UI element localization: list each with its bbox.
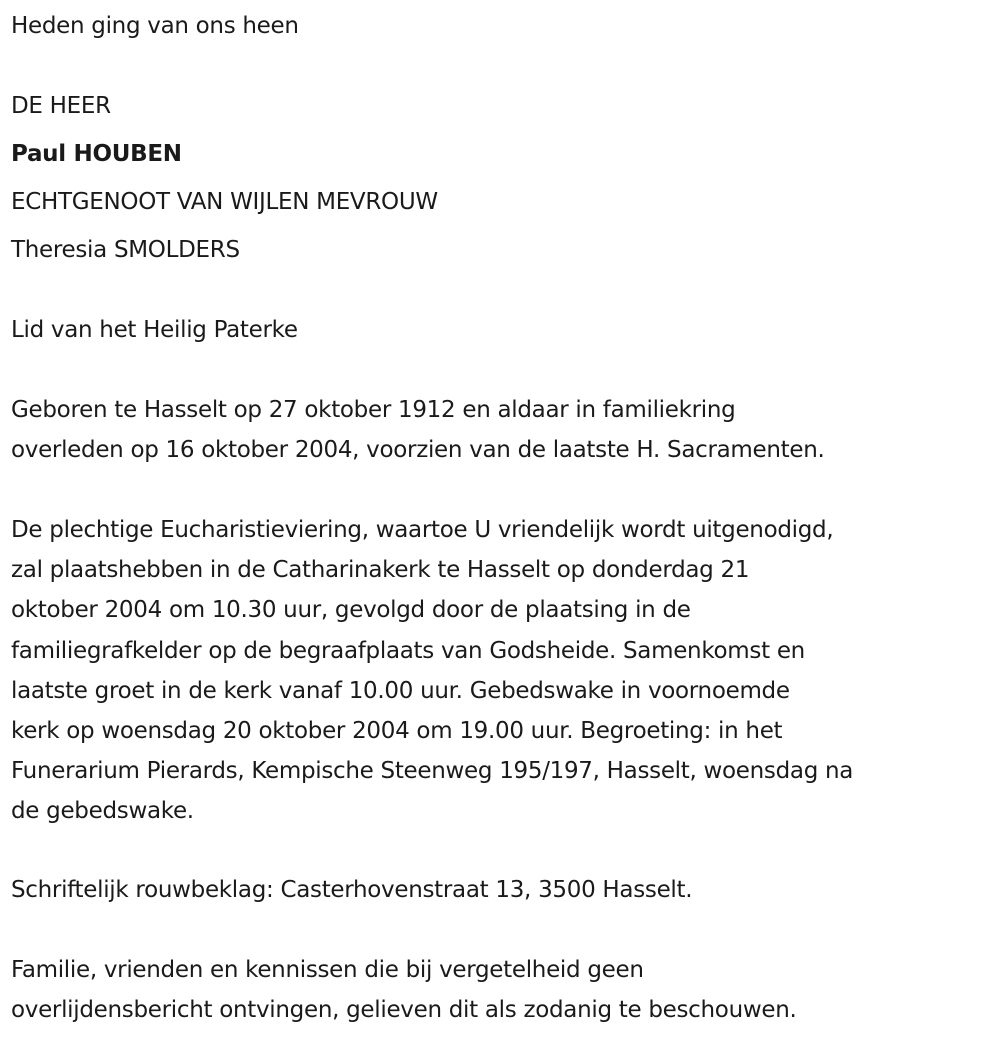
intro-text: Heden ging van ons heen	[11, 13, 299, 39]
spouse-label: ECHTGENOOT VAN WIJLEN MEVROUW	[11, 189, 438, 215]
paragraph-line: De plechtige Eucharistieviering, waartoe U vriendelijk wordt uitgenodigd,	[11, 517, 834, 543]
paragraph-line: Schriftelijk rouwbeklag: Casterhovenstraat 13, 3500 Hasselt.	[11, 877, 693, 903]
paragraph-line: oktober 2004 om 10.30 uur, gevolgd door de plaatsing in de	[11, 597, 691, 624]
honorific-title: DE HEER	[11, 93, 111, 119]
paragraph-line: Funerarium Pierards, Kempische Steenweg 195/197, Hasselt, woensdag na	[11, 758, 854, 785]
paragraph-line: Geboren te Hasselt op 27 oktober 1912 en aldaar in familiekring	[11, 397, 736, 423]
condolence-address	[11, 870, 692, 910]
paragraph-line: overlijdensbericht ontvingen, gelieven dit als zodanig te beschouwen.	[11, 997, 797, 1024]
membership-text: Lid van het Heilig Paterke	[11, 317, 298, 343]
paragraph-line: Familie, vrienden en kennissen die bij vergetelheid geen	[11, 957, 644, 983]
paragraph-line: kerk op woensdag 20 oktober 2004 om 19.00 uur. Begroeting: in het	[11, 718, 783, 745]
birth-death-paragraph	[11, 390, 825, 470]
deceased-name: Paul HOUBEN	[11, 141, 182, 167]
paragraph-line: familiegrafkelder op de begraafplaats van Godsheide. Samenkomst en	[11, 637, 805, 664]
ceremony-paragraph	[11, 510, 853, 832]
paragraph-line: zal plaatshebben in de Catharinakerk te Hasselt op donderdag 21	[11, 557, 750, 584]
paragraph-line: overleden op 16 oktober 2004, voorzien van de laatste H. Sacramenten.	[11, 437, 825, 464]
paragraph-line: de gebedswake.	[11, 798, 194, 825]
family-notice-paragraph	[11, 950, 797, 1030]
spouse-name: Theresia SMOLDERS	[11, 237, 240, 263]
paragraph-line: laatste groet in de kerk vanaf 10.00 uur. Gebedswake in voornoemde	[11, 677, 790, 704]
